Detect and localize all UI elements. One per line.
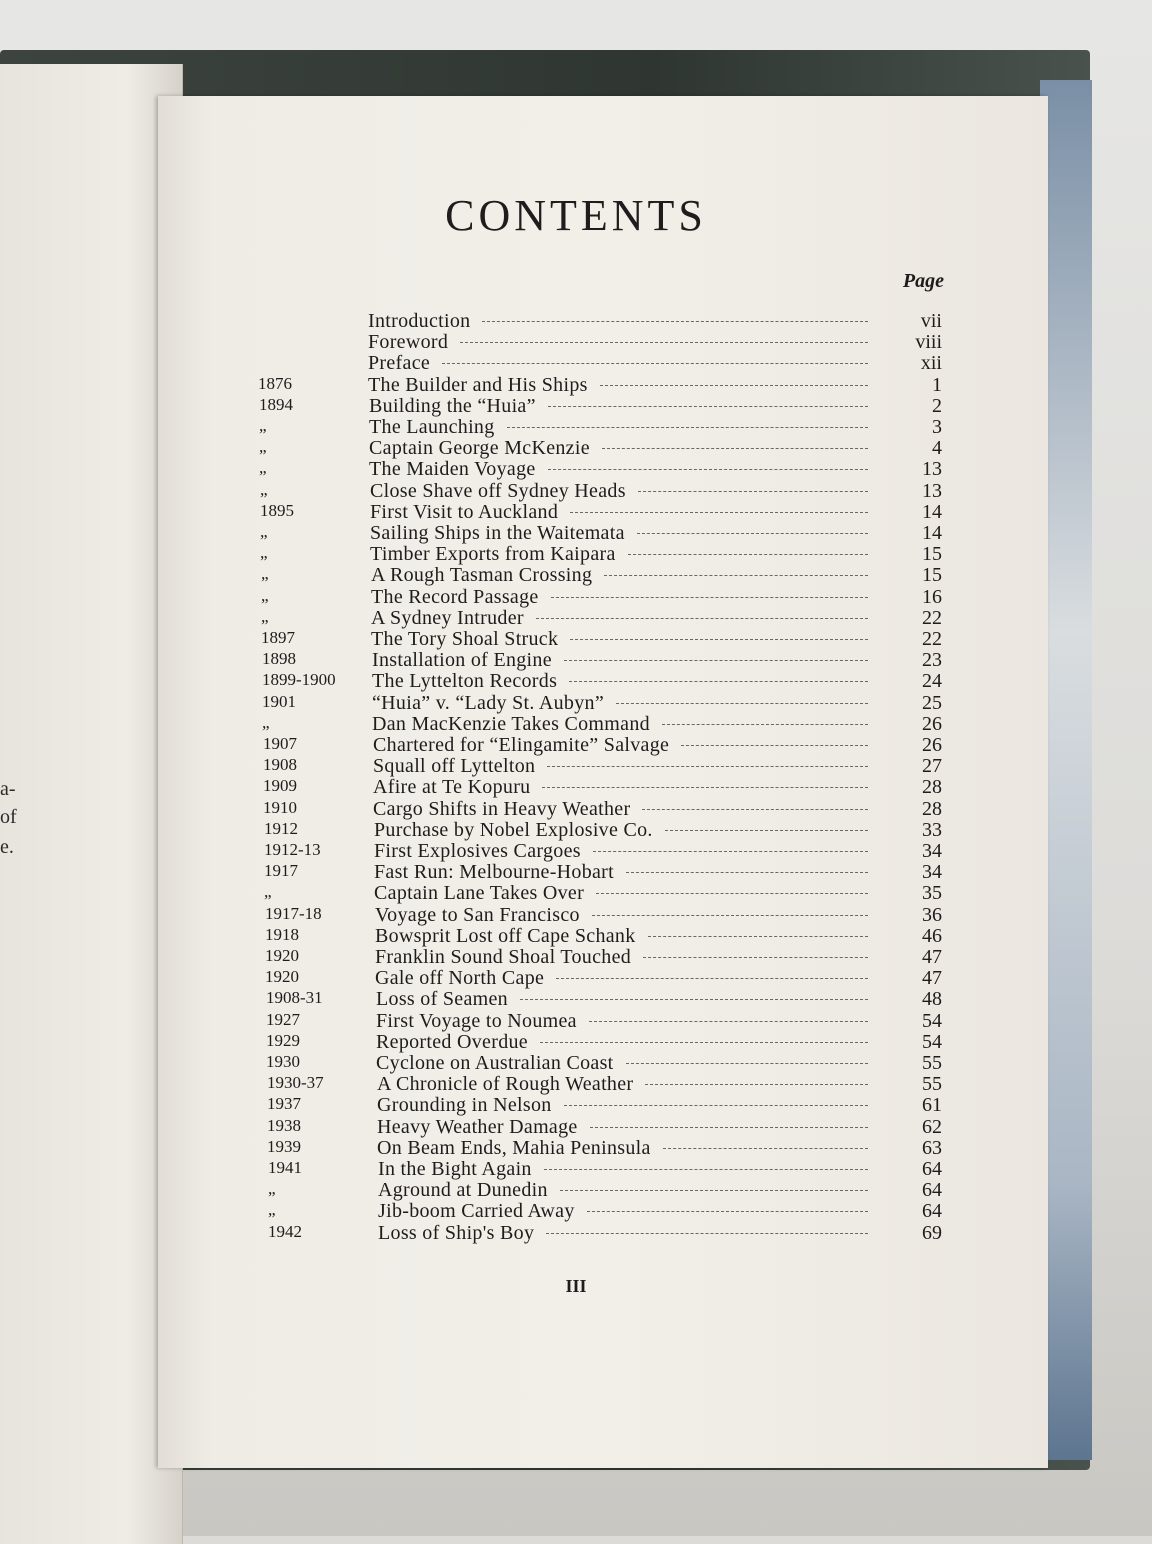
- toc-entry-year: 1939: [267, 1136, 301, 1156]
- toc-entry-page: 22: [922, 628, 942, 650]
- toc-entry: [0, 416, 1152, 438]
- toc-entry-leader: [542, 787, 868, 788]
- toc-entry-year: 1876: [258, 373, 292, 393]
- toc-entry: [0, 458, 1152, 480]
- toc-entry: [0, 649, 1152, 671]
- toc-entry-leader: [540, 1042, 868, 1043]
- toc-entry-year: 1942: [268, 1221, 302, 1241]
- toc-entry-page: 25: [922, 691, 942, 714]
- toc-entry-title: Fast Run: Melbourne-Hobart: [374, 861, 614, 884]
- toc-entry-title: The Builder and His Ships: [368, 373, 588, 396]
- toc-entry-leader: [546, 1233, 868, 1234]
- toc-entry-title: Reported Overdue: [376, 1030, 528, 1053]
- toc-entry-title: Introduction: [368, 310, 471, 332]
- toc-entry-leader: [460, 342, 868, 343]
- toc-entry-leader: [626, 1063, 868, 1064]
- toc-entry: [0, 755, 1152, 777]
- toc-entry-leader: [564, 660, 868, 661]
- toc-entry-page: xii: [920, 352, 942, 375]
- toc-entry: [0, 798, 1152, 820]
- toc-entry-year: „: [264, 882, 272, 902]
- toc-entry-leader: [637, 533, 868, 534]
- toc-entry-title: Timber Exports from Kaipara: [370, 543, 616, 566]
- toc-entry-year: 1912: [264, 818, 298, 838]
- page-column-header: Page: [902, 270, 944, 292]
- toc-entry: [0, 967, 1152, 989]
- toc-entry: [0, 352, 1152, 374]
- toc-entry-page: 28: [922, 797, 942, 820]
- toc-entry-leader: [592, 915, 868, 916]
- toc-entry: [0, 1200, 1152, 1222]
- toc-entry-title: First Visit to Auckland: [370, 500, 559, 523]
- toc-entry-title: Afire at Te Kopuru: [373, 776, 531, 799]
- toc-entry-title: Captain Lane Takes Over: [374, 882, 585, 905]
- toc-entry-page: 48: [922, 988, 942, 1011]
- toc-entry-page: 64: [922, 1158, 942, 1180]
- toc-entry-year: 1907: [263, 734, 297, 753]
- toc-entry-year: „: [261, 564, 269, 584]
- toc-entry-leader: [662, 724, 868, 725]
- toc-entry: [0, 946, 1152, 968]
- toc-entry-title: Cyclone on Australian Coast: [376, 1052, 614, 1074]
- toc-entry-leader: [551, 597, 868, 598]
- toc-entry: [0, 586, 1152, 608]
- toc-entry: [0, 1073, 1152, 1095]
- toc-entry-title: The Lyttelton Records: [372, 670, 558, 693]
- toc-entry: [0, 310, 1152, 332]
- toc-entry-title: Sailing Ships in the Waitemata: [370, 522, 625, 544]
- toc-entry-leader: [645, 1084, 868, 1085]
- toc-entry-leader: [570, 639, 868, 640]
- toc-entry-leader: [596, 893, 868, 894]
- toc-entry-title: First Explosives Cargoes: [374, 840, 581, 862]
- toc-entry-year: 1910: [263, 797, 297, 817]
- toc-entry-title: The Launching: [369, 416, 495, 438]
- toc-entry-page: 35: [922, 882, 942, 905]
- toc-entry-page: 54: [922, 1030, 942, 1053]
- toc-entry-year: „: [260, 479, 268, 499]
- toc-entry-page: 47: [922, 967, 942, 990]
- toc-entry-year: 1897: [261, 628, 295, 647]
- toc-entry-title: Foreword: [368, 331, 449, 354]
- toc-entry-leader: [648, 936, 868, 937]
- toc-entry-title: In the Bight Again: [378, 1158, 532, 1180]
- toc-entry-leader: [602, 448, 868, 449]
- toc-entry-page: 34: [922, 840, 942, 862]
- toc-entry-title: The Record Passage: [371, 585, 539, 608]
- toc-entry-title: Loss of Seamen: [376, 988, 508, 1011]
- toc-entry-year: „: [268, 1200, 276, 1220]
- toc-entry-page: 14: [922, 500, 942, 523]
- toc-entry-page: 13: [922, 458, 942, 481]
- toc-entry-year: „: [259, 458, 267, 478]
- toc-entry: [0, 819, 1152, 841]
- toc-entry-title: Loss of Ship's Boy: [378, 1221, 535, 1244]
- toc-entry-page: 26: [922, 734, 942, 756]
- toc-entry-page: 23: [922, 649, 942, 672]
- toc-entry-year: 1930: [266, 1052, 300, 1071]
- toc-entry-title: Installation of Engine: [372, 649, 552, 672]
- toc-entry-year: 1908: [263, 755, 297, 775]
- toc-entry-page: 4: [932, 437, 942, 460]
- toc-entry-title: Preface: [368, 352, 431, 375]
- toc-entry-page: 61: [922, 1094, 942, 1117]
- toc-entry-title: Heavy Weather Damage: [377, 1115, 578, 1138]
- toc-entry: [0, 840, 1152, 862]
- toc-entry: [0, 988, 1152, 1010]
- toc-entry-leader: [482, 321, 868, 322]
- toc-entry-leader: [548, 406, 868, 407]
- toc-entry-leader: [590, 1127, 868, 1128]
- toc-entry-leader: [548, 469, 868, 470]
- toc-entry-page: 22: [922, 606, 942, 629]
- toc-entry: [0, 1052, 1152, 1074]
- toc-entry-title: Bowsprit Lost off Cape Schank: [375, 924, 636, 947]
- left-page-fragment: e.: [0, 836, 14, 858]
- toc-entry-title: Franklin Sound Shoal Touched: [375, 946, 632, 968]
- toc-entry-page: 2: [932, 394, 942, 417]
- toc-entry-page: 54: [922, 1009, 942, 1032]
- toc-entry-year: 1917-18: [265, 903, 322, 923]
- toc-entry-title: A Rough Tasman Crossing: [371, 564, 593, 587]
- toc-entry-page: 36: [922, 903, 942, 926]
- toc-entry: [0, 607, 1152, 629]
- toc-entry-year: „: [262, 712, 270, 732]
- toc-entry: [0, 1179, 1152, 1201]
- toc-entry-page: 15: [922, 543, 942, 566]
- toc-entry-leader: [681, 745, 868, 746]
- page-title: CONTENTS: [445, 191, 707, 240]
- toc-entry-year: 1918: [265, 924, 299, 944]
- left-page-fragment: a-: [0, 778, 16, 800]
- toc-entry-year: 1908-31: [266, 988, 323, 1008]
- toc-entry: [0, 1094, 1152, 1116]
- toc-entry-year: 1895: [260, 500, 294, 520]
- toc-entry-leader: [547, 766, 868, 767]
- toc-entry-page: 26: [922, 712, 942, 735]
- toc-entry: [0, 904, 1152, 926]
- toc-entry-title: Squall off Lyttelton: [373, 755, 536, 778]
- toc-entry-year: „: [261, 606, 269, 626]
- toc-entry-leader: [663, 1148, 868, 1149]
- toc-entry-title: Captain George McKenzie: [369, 437, 590, 460]
- toc-entry-page: 34: [922, 861, 942, 884]
- toc-entry: [0, 861, 1152, 883]
- toc-entry-year: 1917: [264, 861, 298, 881]
- toc-entry-page: 64: [922, 1179, 942, 1202]
- toc-entry-page: 64: [922, 1200, 942, 1223]
- toc-entry-page: 15: [922, 564, 942, 587]
- toc-entry-year: 1937: [267, 1094, 301, 1114]
- toc-entry-leader: [560, 1190, 868, 1191]
- toc-entry-title: Close Shave off Sydney Heads: [370, 479, 626, 502]
- toc-entry: [0, 734, 1152, 756]
- toc-entry-year: 1920: [265, 967, 299, 987]
- toc-entry-year: 1938: [267, 1115, 301, 1135]
- toc-entry-title: Voyage to San Francisco: [375, 903, 580, 926]
- toc-entry-leader: [589, 1021, 868, 1022]
- toc-entry-leader: [628, 554, 868, 555]
- toc-entry: [0, 692, 1152, 714]
- toc-entry-year: „: [261, 585, 269, 605]
- toc-entry-year: 1929: [266, 1030, 300, 1050]
- toc-entry-page: 28: [922, 776, 942, 799]
- toc-entry-title: Chartered for “Elingamite” Salvage: [373, 734, 670, 756]
- toc-entry: [0, 1137, 1152, 1159]
- toc-entry-leader: [593, 851, 868, 852]
- toc-entry-title: Cargo Shifts in Heavy Weather: [373, 797, 631, 820]
- toc-entry-year: 1930-37: [267, 1073, 324, 1093]
- toc-entry-leader: [520, 999, 868, 1000]
- toc-entry-leader: [556, 978, 868, 979]
- toc-entry: [0, 480, 1152, 502]
- toc-entry-page: 55: [922, 1073, 942, 1096]
- toc-entry: [0, 628, 1152, 650]
- toc-entry-year: 1899-1900: [262, 670, 336, 690]
- toc-entry-year: 1920: [265, 946, 299, 965]
- toc-entry-page: 16: [922, 585, 942, 608]
- toc-entry-leader: [569, 681, 868, 682]
- page-number: III: [565, 1276, 587, 1296]
- toc-entry-year: „: [260, 522, 268, 541]
- toc-entry-page: 47: [922, 946, 942, 968]
- toc-entry-leader: [507, 427, 868, 428]
- toc-entry-year: „: [260, 543, 268, 563]
- toc-entry: [0, 1031, 1152, 1053]
- toc-entry-title: The Tory Shoal Struck: [371, 628, 559, 650]
- toc-entry-title: First Voyage to Noumea: [376, 1009, 577, 1032]
- toc-entry: [0, 1010, 1152, 1032]
- toc-entry-leader: [587, 1211, 868, 1212]
- toc-entry-year: „: [259, 416, 267, 435]
- toc-entry-title: The Maiden Voyage: [369, 458, 536, 481]
- toc-entry-title: “Huia” v. “Lady St. Aubyn”: [372, 691, 604, 714]
- left-page-fragment: of: [0, 806, 17, 828]
- toc-entry: [0, 437, 1152, 459]
- toc-entry-leader: [638, 491, 868, 492]
- toc-entry-year: 1909: [263, 776, 297, 796]
- toc-entry-page: 33: [922, 818, 942, 841]
- toc-entry: [0, 1222, 1152, 1244]
- toc-entry-page: 55: [922, 1052, 942, 1074]
- toc-entry-page: 63: [922, 1136, 942, 1159]
- toc-entry-page: 62: [922, 1115, 942, 1138]
- toc-entry: [0, 882, 1152, 904]
- toc-entry-year: 1901: [262, 691, 296, 711]
- toc-entry-year: 1941: [268, 1158, 302, 1177]
- toc-entry-title: Purchase by Nobel Explosive Co.: [374, 818, 653, 841]
- toc-entry-title: Aground at Dunedin: [378, 1179, 548, 1202]
- toc-entry-title: Gale off North Cape: [375, 967, 545, 990]
- toc-entry-leader: [442, 363, 868, 364]
- toc-entry-page: 14: [922, 522, 942, 544]
- toc-entry: [0, 1158, 1152, 1180]
- toc-entry-leader: [642, 809, 868, 810]
- toc-entry-page: 69: [922, 1221, 942, 1244]
- toc-entry: [0, 543, 1152, 565]
- toc-entry-year: 1898: [262, 649, 296, 669]
- toc-entry-page: 3: [932, 416, 942, 438]
- toc-entry-title: Jib-boom Carried Away: [378, 1200, 575, 1223]
- toc-entry: [0, 670, 1152, 692]
- toc-entry-page: 1: [932, 373, 942, 396]
- toc-entry-page: viii: [915, 331, 942, 354]
- toc-entry-leader: [570, 512, 868, 513]
- toc-entry-year: 1927: [266, 1009, 300, 1029]
- toc-entry: [0, 395, 1152, 417]
- toc-entry: [0, 501, 1152, 523]
- toc-entry-leader: [604, 575, 868, 576]
- toc-entry-leader: [600, 385, 868, 386]
- toc-entry-leader: [536, 618, 868, 619]
- toc-entry: [0, 564, 1152, 586]
- toc-entry-title: Building the “Huia”: [369, 394, 536, 417]
- toc-entry-page: 46: [922, 924, 942, 947]
- toc-entry-leader: [626, 872, 868, 873]
- toc-entry: [0, 374, 1152, 396]
- toc-entry-year: 1912-13: [264, 840, 321, 859]
- toc-entry-title: A Chronicle of Rough Weather: [377, 1073, 634, 1096]
- toc-entry-year: „: [268, 1179, 276, 1199]
- toc-entry-leader: [643, 957, 868, 958]
- toc-entry-page: 24: [922, 670, 942, 693]
- toc-entry: [0, 331, 1152, 353]
- toc-entry-year: „: [259, 437, 267, 457]
- toc-entry: [0, 522, 1152, 544]
- toc-entry-leader: [665, 830, 868, 831]
- toc-entry: [0, 713, 1152, 735]
- toc-entry: [0, 925, 1152, 947]
- toc-entry-title: A Sydney Intruder: [371, 606, 524, 629]
- toc-entry-leader: [564, 1105, 868, 1106]
- toc-entry: [0, 776, 1152, 798]
- toc-entry-leader: [616, 703, 868, 704]
- toc-entry-leader: [544, 1169, 868, 1170]
- toc-entry-page: 27: [922, 755, 942, 778]
- toc-entry-title: Grounding in Nelson: [377, 1094, 552, 1117]
- toc-entry-page: 13: [922, 479, 942, 502]
- toc-entry-page: vii: [920, 310, 942, 332]
- toc-entry-title: On Beam Ends, Mahia Peninsula: [377, 1136, 651, 1159]
- toc-entry-year: 1894: [259, 394, 293, 414]
- toc-entry-title: Dan MacKenzie Takes Command: [372, 712, 650, 735]
- toc-entry: [0, 1116, 1152, 1138]
